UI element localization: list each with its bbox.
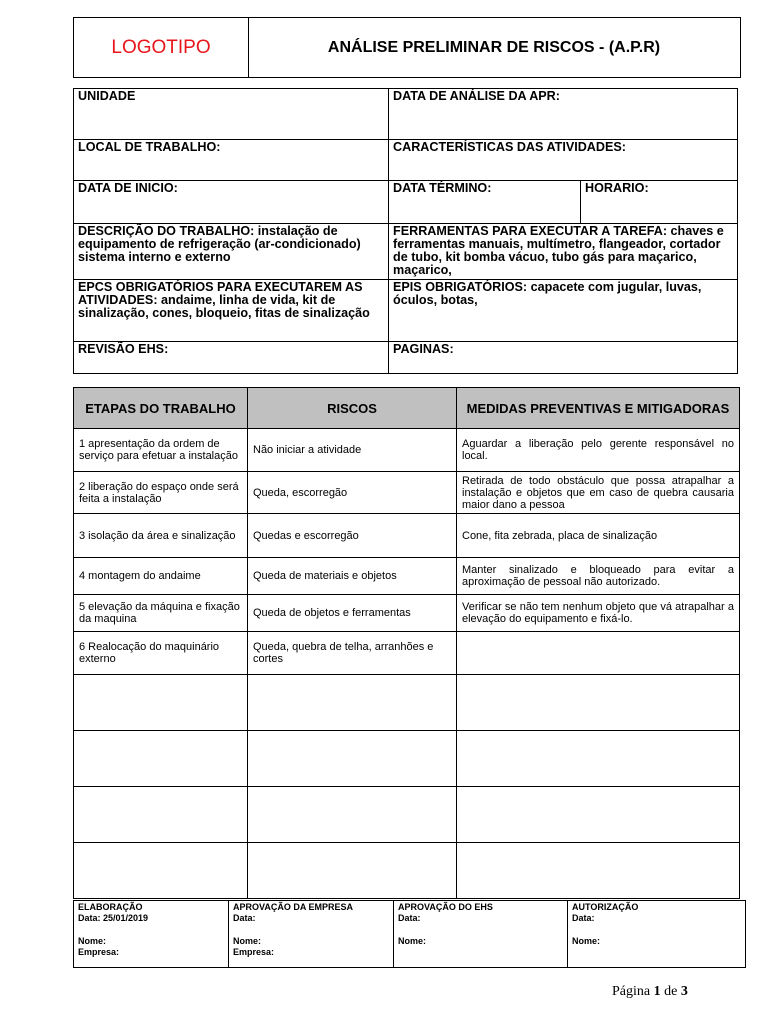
epis-cell[interactable]	[389, 280, 738, 342]
page-of: de	[660, 984, 681, 999]
signature-name: Nome:	[572, 936, 601, 946]
etapa-cell[interactable]: 1 apresentação da ordem de serviço para efetuar a instalação	[74, 429, 248, 472]
data-analise-label: DATA DE ANÁLISE DA APR:	[393, 89, 560, 103]
epcs-label: EPCS OBRIGATÓRIOS PARA EXECUTAREM AS ATIVIDADES:	[78, 280, 363, 307]
risco-cell[interactable]: Queda de objetos e ferramentas	[248, 595, 457, 632]
etapa-cell[interactable]: 5 elevação da máquina e fixação da maquina	[74, 595, 248, 632]
medida-cell[interactable]	[457, 675, 740, 731]
signature-name: Nome:	[398, 936, 427, 946]
document-title: ANÁLISE PRELIMINAR DE RISCOS - (A.P.R)	[327, 38, 661, 56]
page-prefix: Página	[612, 984, 654, 999]
medida-cell[interactable]: Cone, fita zebrada, placa de sinalização	[457, 514, 740, 558]
caracteristicas-label: CARACTERÍSTICAS DAS ATIVIDADES:	[393, 140, 626, 154]
risco-cell[interactable]: Quedas e escorregão	[248, 514, 457, 558]
epcs-value: andaime, linha de vida, kit de sinalização, cones, bloqueio, fitas de sinalização	[78, 293, 370, 320]
signature-name: Nome:	[78, 936, 107, 946]
signature-company: Empresa:	[78, 947, 120, 957]
signature-title: ELABORAÇÃO	[78, 902, 143, 912]
horario-cell[interactable]	[581, 181, 738, 224]
table-row	[74, 632, 740, 675]
table-row	[74, 558, 740, 595]
ferramentas-value: chaves e ferramentas manuais, multímetro, flangeador, cortador de tubo, kit bomba vácuo, tubo gás para maçarico, maçarico,	[393, 224, 724, 277]
risco-cell[interactable]	[248, 675, 457, 731]
data-analise-cell[interactable]	[389, 89, 738, 140]
data-termino-cell[interactable]	[389, 181, 581, 224]
etapa-cell[interactable]: 3 isolação da área e sinalização	[74, 514, 248, 558]
medida-cell[interactable]	[457, 731, 740, 787]
risco-cell[interactable]: Queda, escorregão	[248, 472, 457, 514]
local-trabalho-label: LOCAL DE TRABALHO:	[78, 140, 221, 154]
revisao-ehs-label: REVISÃO EHS:	[78, 342, 169, 356]
table-row-empty	[74, 843, 740, 899]
local-trabalho-cell[interactable]	[74, 140, 389, 181]
descricao-cell[interactable]	[74, 224, 389, 280]
signature-date: Data:	[398, 913, 421, 923]
ferramentas-label: FERRAMENTAS PARA EXECUTAR A TAREFA:	[393, 224, 668, 238]
table-row-empty	[74, 787, 740, 843]
signature-title: AUTORIZAÇÃO	[572, 902, 639, 912]
medida-cell[interactable]: Aguardar a liberação pelo gerente responsável no local.	[457, 429, 740, 472]
risco-cell[interactable]: Queda de materiais e objetos	[248, 558, 457, 595]
risco-cell[interactable]: Queda, quebra de telha, arranhões e cortes	[248, 632, 457, 675]
signature-name: Nome:	[233, 936, 262, 946]
descricao-label: DESCRIÇÃO DO TRABALHO:	[78, 224, 255, 238]
horario-label: HORARIO:	[585, 181, 649, 195]
signature-date: Data:	[233, 913, 256, 923]
page-number	[612, 984, 688, 1000]
epis-label: EPIS OBRIGATÓRIOS:	[393, 280, 528, 294]
risco-cell[interactable]	[248, 787, 457, 843]
data-termino-label: DATA TÉRMINO:	[393, 181, 492, 195]
medida-cell[interactable]: Manter sinalizado e bloqueado para evitar a aproximação de pessoal não autorizado.	[457, 558, 740, 595]
etapa-cell[interactable]	[74, 787, 248, 843]
signature-date: Data: 25/01/2019	[78, 913, 149, 923]
table-row	[74, 472, 740, 514]
medida-cell[interactable]: Retirada de todo obstáculo que possa atrapalhar a instalação e objetos que em caso de quebra causaria maior dano a pessoa	[457, 472, 740, 514]
table-row	[74, 595, 740, 632]
document-header	[73, 17, 741, 78]
data-inicio-cell[interactable]	[74, 181, 389, 224]
etapa-cell[interactable]: 2 liberação do espaço onde será feita a instalação	[74, 472, 248, 514]
ferramentas-cell[interactable]	[389, 224, 738, 280]
revisao-ehs-cell[interactable]	[74, 342, 389, 374]
descricao-value: instalação de equipamento de refrigeração (ar-condicionado) sistema interno e externo	[78, 224, 361, 264]
signature-date: Data:	[572, 913, 595, 923]
info-table	[73, 88, 738, 374]
medida-cell[interactable]	[457, 787, 740, 843]
risco-cell[interactable]: Não iniciar a atividade	[248, 429, 457, 472]
signature-table	[73, 900, 746, 968]
signature-aprovacao-ehs[interactable]	[394, 901, 568, 968]
table-row	[74, 429, 740, 472]
paginas-cell[interactable]	[389, 342, 738, 374]
etapa-cell[interactable]	[74, 843, 248, 899]
medida-cell[interactable]: Verificar se não tem nenhum objeto que vá atrapalhar a elevação do equipamento e fixá-lo.	[457, 595, 740, 632]
page-total: 3	[680, 984, 688, 999]
signature-title: APROVAÇÃO DO EHS	[398, 902, 493, 912]
column-header-medidas: MEDIDAS PREVENTIVAS E MITIGADORAS	[457, 388, 740, 429]
signature-aprovacao-empresa[interactable]	[229, 901, 394, 968]
etapa-cell[interactable]	[74, 675, 248, 731]
caracteristicas-cell[interactable]	[389, 140, 738, 181]
epcs-cell[interactable]	[74, 280, 389, 342]
logo-placeholder: LOGOTIPO	[74, 18, 249, 77]
column-header-etapas: ETAPAS DO TRABALHO	[74, 388, 248, 429]
page-current: 1	[653, 984, 661, 999]
paginas-label: PAGINAS:	[393, 342, 454, 356]
table-row-empty	[74, 675, 740, 731]
risk-steps-table	[73, 387, 740, 899]
medida-cell[interactable]	[457, 632, 740, 675]
risco-cell[interactable]	[248, 843, 457, 899]
etapa-cell[interactable]: 4 montagem do andaime	[74, 558, 248, 595]
column-header-riscos: RISCOS	[248, 388, 457, 429]
data-inicio-label: DATA DE INICIO:	[78, 181, 178, 195]
unidade-label: UNIDADE	[78, 89, 136, 103]
signature-company: Empresa:	[233, 947, 275, 957]
epis-value: capacete com jugular, luvas, óculos, botas,	[393, 280, 702, 307]
etapa-cell[interactable]	[74, 731, 248, 787]
etapa-cell[interactable]: 6 Realocação do maquinário externo	[74, 632, 248, 675]
unidade-cell[interactable]	[74, 89, 389, 140]
medida-cell[interactable]	[457, 843, 740, 899]
table-row	[74, 514, 740, 558]
signature-elaboracao[interactable]	[74, 901, 229, 968]
signature-autorizacao[interactable]	[568, 901, 746, 968]
signature-title: APROVAÇÃO DA EMPRESA	[233, 902, 354, 912]
risco-cell[interactable]	[248, 731, 457, 787]
table-row-empty	[74, 731, 740, 787]
